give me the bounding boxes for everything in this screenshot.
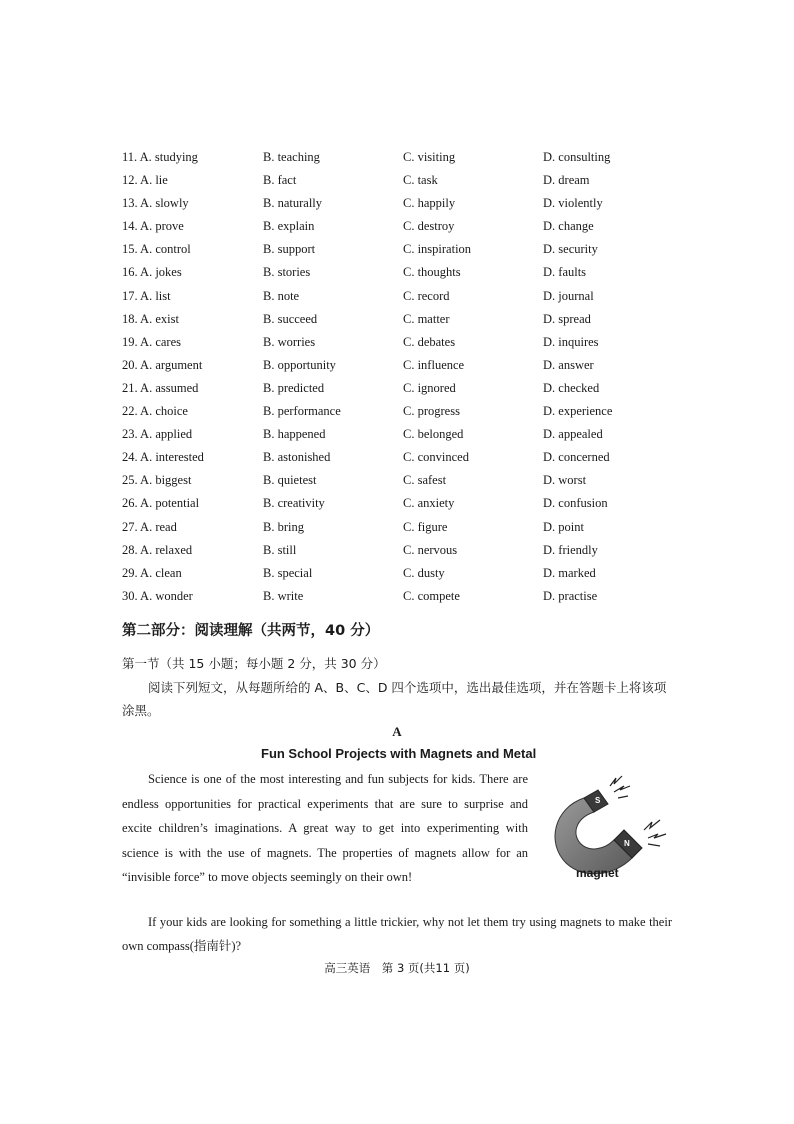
- option-row: [122, 261, 682, 284]
- option-row: [122, 354, 682, 377]
- option-c: C. ignored: [403, 380, 456, 395]
- option-b: B. opportunity: [263, 357, 336, 372]
- option-a: 29. A. clean: [122, 565, 182, 580]
- option-c: C. safest: [403, 473, 447, 488]
- option-a: 20. A. argument: [122, 357, 203, 372]
- options-table: [122, 146, 682, 608]
- option-b: B. special: [263, 565, 313, 580]
- option-a: 18. A. exist: [122, 311, 179, 326]
- option-b: B. teaching: [263, 150, 320, 164]
- section-title: 第一节（共 15 小题；每小题 2 分，共 30 分）: [122, 656, 386, 671]
- option-d: D. worst: [543, 473, 587, 488]
- option-c: C. happily: [403, 196, 456, 211]
- option-d: D. friendly: [543, 542, 598, 557]
- option-c: C. visiting: [403, 150, 456, 164]
- option-b: B. naturally: [263, 196, 323, 211]
- instructions: 阅读下列短文，从每题所给的 A、B、C、D 四个选项中，选出最佳选项，并在答题卡上将该项涂黑。: [122, 680, 667, 718]
- option-a: 25. A. biggest: [122, 473, 192, 488]
- option-row: [122, 215, 682, 238]
- option-a: 11. A. studying: [122, 150, 198, 164]
- option-d: D. concerned: [543, 450, 610, 465]
- option-a: 27. A. read: [122, 519, 177, 534]
- option-d: D. consulting: [543, 150, 611, 164]
- option-c: C. influence: [403, 357, 465, 372]
- option-row: [122, 308, 682, 331]
- passage-title: Fun School Projects with Magnets and Metal: [261, 746, 537, 761]
- option-d: D. security: [543, 242, 598, 257]
- option-c: C. inspiration: [403, 242, 472, 257]
- option-c: C. matter: [403, 311, 450, 326]
- option-d: D. spread: [543, 311, 591, 326]
- option-a: 13. A. slowly: [122, 196, 189, 211]
- option-b: B. note: [263, 288, 300, 303]
- option-d: D. violently: [543, 196, 603, 211]
- option-b: B. happened: [263, 427, 326, 442]
- option-d: D. faults: [543, 265, 587, 280]
- option-d: D. inquires: [543, 334, 599, 349]
- option-row: [122, 562, 682, 585]
- option-c: C. record: [403, 288, 450, 303]
- magnet-pole-n: N: [624, 839, 630, 848]
- option-d: D. appealed: [543, 427, 603, 442]
- option-c: C. anxiety: [403, 496, 455, 511]
- option-a: 30. A. wonder: [122, 588, 193, 603]
- option-b: B. predicted: [263, 380, 325, 395]
- option-b: B. fact: [263, 173, 297, 188]
- part-title: 第二部分：阅读理解（共两节，40 分）: [122, 623, 380, 639]
- option-row: [122, 146, 682, 169]
- option-a: 23. A. applied: [122, 427, 193, 442]
- option-row: [122, 446, 682, 469]
- option-a: 12. A. lie: [122, 173, 168, 188]
- option-row: [122, 492, 682, 515]
- passage-paragraph: Science is one of the most interesting and fun subjects for kids. There are endless opportunities for practical experiments that are sure to surprise and excite children’s imaginations. A great way to get into experimenting with science is with the use of magnets. The properties of magnets allow for an “invisible force” to move objects seemingly on their own!: [122, 772, 528, 884]
- option-c: C. nervous: [403, 542, 458, 557]
- option-d: D. marked: [543, 565, 596, 580]
- passage-paragraph: If your kids are looking for something a little trickier, why not let them try using magnets to make their own compass(指南针)?: [122, 915, 672, 953]
- option-c: C. compete: [403, 588, 460, 603]
- option-row: [122, 238, 682, 261]
- option-c: C. thoughts: [403, 265, 461, 280]
- option-b: B. bring: [263, 519, 304, 534]
- option-row: [122, 285, 682, 308]
- option-d: D. change: [543, 219, 594, 234]
- option-row: [122, 423, 682, 446]
- option-a: 26. A. potential: [122, 496, 200, 511]
- option-a: 22. A. choice: [122, 404, 188, 419]
- option-row: [122, 516, 682, 539]
- option-d: D. point: [543, 519, 584, 534]
- option-row: [122, 192, 682, 215]
- option-b: B. write: [263, 588, 304, 603]
- option-b: B. stories: [263, 265, 311, 280]
- option-row: [122, 331, 682, 354]
- option-b: B. creativity: [263, 496, 325, 511]
- option-c: C. progress: [403, 404, 460, 419]
- option-b: B. support: [263, 242, 316, 257]
- option-row: [122, 585, 682, 608]
- option-d: D. journal: [543, 288, 594, 303]
- option-a: 24. A. interested: [122, 450, 204, 465]
- option-b: B. still: [263, 542, 297, 557]
- option-row: [122, 377, 682, 400]
- option-b: B. quietest: [263, 473, 317, 488]
- option-a: 28. A. relaxed: [122, 542, 193, 557]
- option-b: B. succeed: [263, 311, 318, 326]
- option-c: C. belonged: [403, 427, 464, 442]
- page-footer: 高三英语 第 3 页(共11 页): [324, 961, 470, 975]
- option-b: B. explain: [263, 219, 315, 234]
- option-b: B. worries: [263, 334, 316, 349]
- option-c: C. destroy: [403, 219, 455, 234]
- option-d: D. practise: [543, 588, 598, 603]
- option-d: D. dream: [543, 173, 590, 188]
- option-d: D. checked: [543, 380, 600, 395]
- passage-letter: A: [392, 724, 402, 739]
- magnet-pole-s: S: [595, 796, 601, 805]
- option-c: C. debates: [403, 334, 456, 349]
- option-b: B. performance: [263, 404, 341, 419]
- option-a: 14. A. prove: [122, 219, 184, 234]
- option-c: C. convinced: [403, 450, 469, 465]
- option-row: [122, 469, 682, 492]
- option-row: [122, 400, 682, 423]
- option-row: [122, 539, 682, 562]
- option-d: D. confusion: [543, 496, 608, 511]
- figure-caption: magnet: [576, 866, 619, 880]
- option-d: D. answer: [543, 357, 594, 372]
- option-row: [122, 169, 682, 192]
- option-c: C. task: [403, 173, 438, 188]
- option-a: 19. A. cares: [122, 334, 182, 349]
- option-a: 15. A. control: [122, 242, 191, 257]
- option-c: C. dusty: [403, 565, 445, 580]
- option-b: B. astonished: [263, 450, 331, 465]
- option-a: 16. A. jokes: [122, 265, 182, 280]
- option-a: 17. A. list: [122, 288, 171, 303]
- option-c: C. figure: [403, 519, 448, 534]
- option-a: 21. A. assumed: [122, 380, 199, 395]
- option-d: D. experience: [543, 404, 613, 419]
